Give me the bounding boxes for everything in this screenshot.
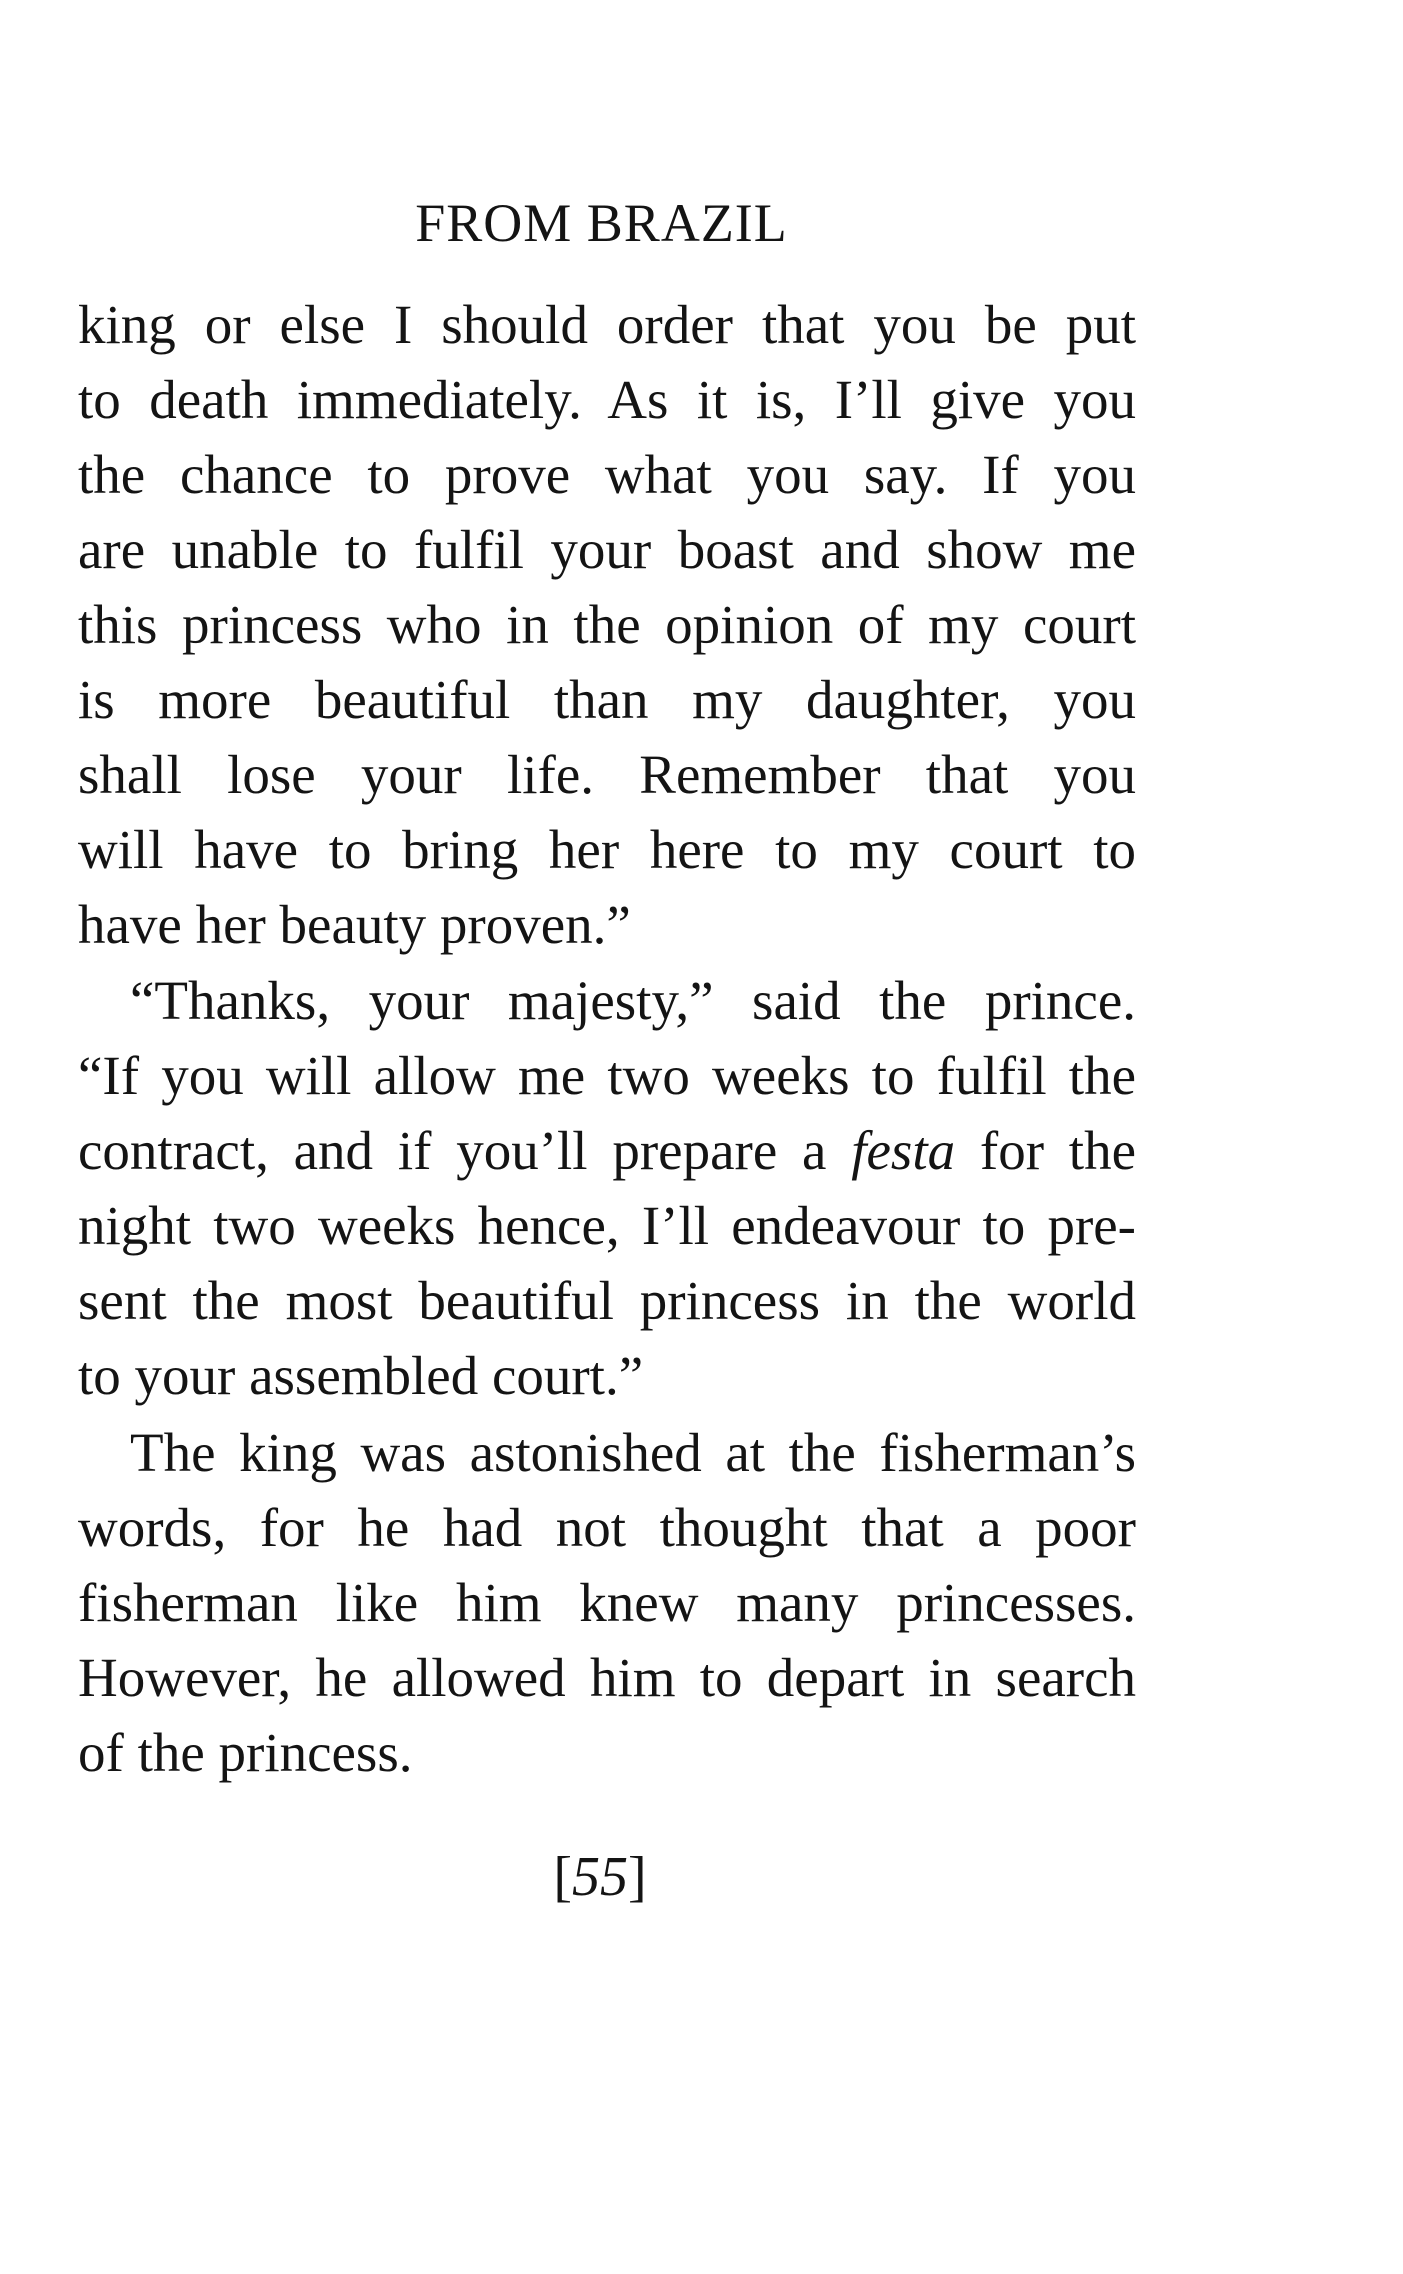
text-line: “Thanks, your majesty,” said the prince. xyxy=(130,970,1136,1031)
text-line: king or else I should order that you be put xyxy=(78,294,1136,355)
text-line: this princess who in the opinion of my court xyxy=(78,594,1136,655)
text-line: are unable to fulfil your boast and show me xyxy=(78,519,1136,580)
text-line: shall lose your life. Remember that you xyxy=(78,744,1136,805)
text-line: to death immediately. As it is, I’ll give you xyxy=(78,369,1136,430)
text-line: However, he allowed him to depart in search xyxy=(78,1647,1136,1708)
italic-word: festa xyxy=(851,1120,956,1181)
folio-number: 55 xyxy=(572,1846,628,1908)
text-line: “If you will allow me two weeks to fulfil the xyxy=(78,1045,1136,1106)
text-line xyxy=(78,1116,1136,1186)
text-line: of the princess. xyxy=(78,1722,413,1783)
text-line: the chance to prove what you say. If you xyxy=(78,444,1136,505)
page-number xyxy=(0,1842,1200,1912)
line-text-after: for the xyxy=(955,1120,1136,1181)
text-line: is more beautiful than my daughter, you xyxy=(78,669,1136,730)
running-head: FROM BRAZIL xyxy=(415,193,788,253)
text-line: night two weeks hence, I’ll endeavour to pre- xyxy=(78,1195,1136,1256)
folio-close-bracket: ] xyxy=(628,1846,647,1908)
text-line: The king was astonished at the fisherman’s xyxy=(130,1422,1136,1483)
text-line: have her beauty proven.” xyxy=(78,894,631,955)
text-line: to your assembled court.” xyxy=(78,1345,644,1406)
text-line: fisherman like him knew many princesses. xyxy=(78,1572,1136,1633)
text-line: will have to bring her here to my court to xyxy=(78,819,1136,880)
text-line: words, for he had not thought that a poor xyxy=(78,1497,1136,1558)
folio-open-bracket: [ xyxy=(553,1846,572,1908)
line-text-before: contract, and if you’ll prepare a xyxy=(78,1120,852,1181)
text-line: sent the most beautiful princess in the world xyxy=(78,1270,1136,1331)
